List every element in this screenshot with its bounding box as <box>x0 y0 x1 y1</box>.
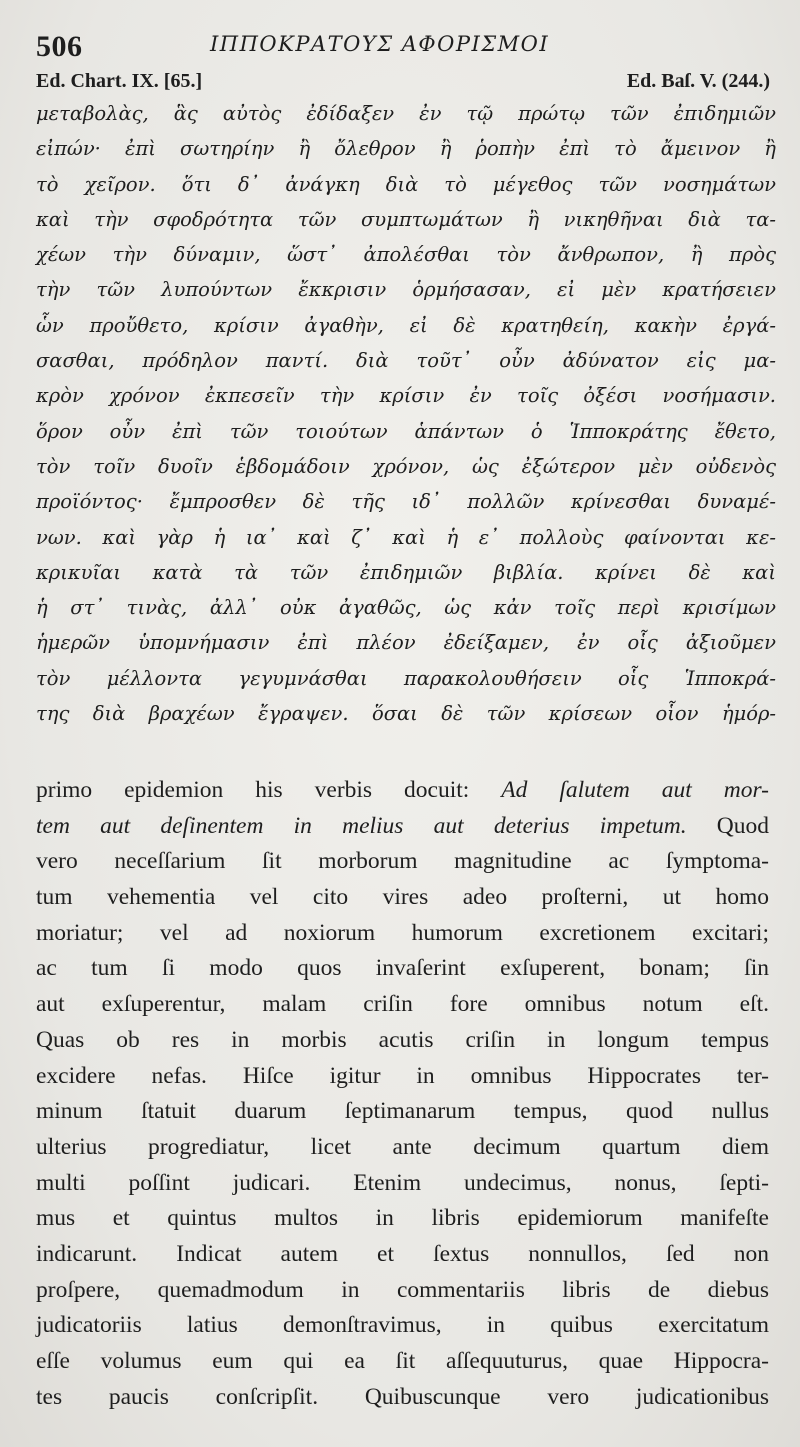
greek-text-line: προϊόντος· ἔμπροσθεν δὲ τῆς ιδ᾽ πολλῶν κρίνεσθαι δυναμέ- <box>36 490 776 514</box>
greek-text-line: τὴν τῶν λυπούντων ἔκκρισιν ὁρμήσασαν, εἰ μὲν κρατήσειεν <box>36 278 776 302</box>
latin-text-line: excidere nefas. Hiſce igitur in omnibus Hippocrates ter- <box>36 1062 769 1089</box>
edition-reference-chartier: Ed. Chart. IX. [65.] <box>36 70 203 92</box>
latin-text-line: multi poſſint judicari. Etenim undecimus, nonus, ſepti- <box>36 1169 769 1196</box>
running-title: ΙΠΠΟΚΡΑΤΟΥΣ ΑΦΟΡΙΣΜΟΙ <box>210 32 550 56</box>
greek-text-line: τὸ χεῖρον. ὅτι δ᾽ ἀνάγκη διὰ τὸ μέγεθος τῶν νοσημάτων <box>36 172 776 196</box>
latin-text-line: minum ſtatuit duarum ſeptimanarum tempus, quod nullus <box>36 1098 769 1125</box>
greek-text-line: εἰπών· ἐπὶ σωτηρίην ἢ ὄλεθρον ἢ ῥοπὴν ἐπὶ τὸ ἄμεινον ἢ <box>36 137 776 161</box>
greek-text-line: τὸν τοῖν δυοῖν ἑβδομάδοιν χρόνον, ὡς ἐξώτερον μὲν οὐδενὸς <box>36 454 776 478</box>
latin-text-line: tum vehementia vel cito vires adeo proſterni, ut homo <box>36 884 769 911</box>
greek-text-line: της διὰ βραχέων ἔγραψεν. ὅσαι δὲ τῶν κρίσεων οἷον ἡμόρ- <box>36 702 776 726</box>
latin-text-line: Quas ob res in morbis acutis criſin in longum tempus <box>36 1026 769 1053</box>
greek-text-line: νων. καὶ γὰρ ἡ ια᾽ καὶ ζ᾽ καὶ ἡ ε᾽ πολλοὺς φαίνονται κε- <box>36 525 776 549</box>
latin-text-line: eſſe volumus eum qui ea ſit aſſequuturus, quae Hippocra- <box>36 1348 769 1374</box>
latin-text-line: vero neceſſarium ſit morborum magnitudine ac ſymptoma- <box>36 848 769 875</box>
running-head <box>36 28 776 68</box>
latin-text-line: tes paucis conſcripſit. Quibuscunque vero judicationibus <box>36 1383 769 1410</box>
latin-quotation-italic: tem aut deſinentem in melius aut deterius impetum. <box>36 812 687 839</box>
greek-text-line: καὶ τὴν σφοδρότητα τῶν συμπτωμάτων ἢ νικηθῆναι διὰ τα- <box>36 207 776 231</box>
greek-text-line: μεταβολὰς, ἃς αὐτὸς ἐδίδαξεν ἐν τῷ πρώτῳ τῶν ἐπιδημιῶν <box>36 102 776 125</box>
latin-text-line: moriatur; vel ad noxiorum humorum excretionem excitari; <box>36 919 769 946</box>
greek-text-line: χέων τὴν δύναμιν, ὥστ᾽ ἀπολέσθαι τὸν ἄνθρωπον, ἢ πρὸς <box>36 243 776 267</box>
edition-reference-line <box>36 70 776 96</box>
latin-text-line: mus et quintus multos in libris epidemiorum manifeſte <box>36 1205 769 1232</box>
latin-text-line <box>36 773 769 809</box>
latin-text-roman: primo epidemion his verbis docuit: <box>36 777 502 803</box>
latin-text-line: proſpere, quemadmodum in commentariis libris de diebus <box>36 1276 769 1303</box>
edition-reference-basel: Ed. Baſ. V. (244.) <box>626 70 770 92</box>
greek-text-line: ὧν προὔθετο, κρίσιν ἀγαθὴν, εἰ δὲ κρατηθείη, κακὴν ἐργά- <box>36 313 776 337</box>
latin-text-line: ulterius progrediatur, licet ante decimum quartum diem <box>36 1133 769 1160</box>
greek-text-line: ἡ στ᾽ τινὰς, ἀλλ᾽ οὐκ ἀγαθῶς, ὡς κἀν τοῖς περὶ κρισίμων <box>36 596 776 620</box>
greek-text-line: κρὸν χρόνον ἐκπεσεῖν τὴν κρίσιν ἐν τοῖς ὀξέσι νοσήμασιν. <box>36 384 776 408</box>
greek-text-line: κρικυῖαι κατὰ τὰ τῶν ἐπιδημιῶν βιβλία. κρίνει δὲ καὶ <box>36 560 776 584</box>
latin-quotation-italic: Ad ſalutem aut mor- <box>501 777 769 803</box>
latin-text-line: judicatoriis latius demonſtravimus, in quibus exercitatum <box>36 1312 769 1339</box>
latin-translation-block <box>36 773 769 1415</box>
latin-text-line <box>36 809 769 845</box>
greek-text-line: τὸν μέλλοντα γεγυμνάσθαι παρακολουθήσειν οἷς Ἱπποκρά- <box>36 666 776 690</box>
greek-text-line: ἡμερῶν ὑπομνήμασιν ἐπὶ πλέον ἐδείξαμεν, ἐν οἷς ἀξιοῦμεν <box>36 631 776 655</box>
greek-text-block <box>36 96 776 731</box>
latin-text-line: ac tum ſi modo quos invaſerint exſuperent, bonam; ſin <box>36 955 769 982</box>
latin-text-roman: Quod <box>686 812 769 839</box>
greek-text-line: ὅρον οὖν ἐπὶ τῶν τοιούτων ἁπάντων ὁ Ἱπποκράτης ἔθετο, <box>36 419 776 443</box>
greek-text-line: σασθαι, πρόδηλον παντί. διὰ τοῦτ᾽ οὖν ἀδύνατον εἰς μα- <box>36 349 776 373</box>
page-number: 506 <box>36 30 83 63</box>
latin-text-line: indicarunt. Indicat autem et ſextus nonnullos, ſed non <box>36 1240 769 1267</box>
latin-text-line: aut exſuperentur, malam criſin fore omnibus notum eſt. <box>36 991 769 1018</box>
